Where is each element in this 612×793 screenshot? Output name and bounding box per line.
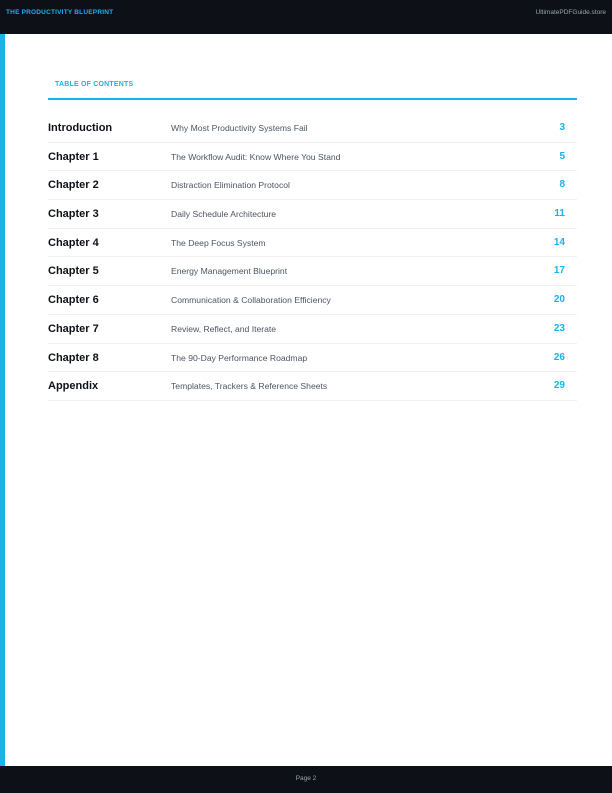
- document-brand: THE PRODUCTIVITY BLUEPRINT: [6, 9, 114, 16]
- toc-entry[interactable]: [48, 286, 577, 315]
- toc-entry-page: 11: [554, 208, 565, 220]
- toc-entry-title: Templates, Trackers & Reference Sheets: [171, 381, 328, 392]
- toc-entry-title: The 90-Day Performance Roadmap: [171, 352, 308, 363]
- toc-entry[interactable]: [48, 143, 577, 172]
- toc-entry-chapter: Chapter 4: [48, 236, 99, 249]
- toc-entry-page: 26: [553, 351, 565, 363]
- toc-entry[interactable]: [48, 229, 577, 258]
- toc-entry-title: The Workflow Audit: Know Where You Stand: [171, 151, 341, 162]
- toc-entry-chapter: Chapter 3: [48, 208, 99, 221]
- toc-entry[interactable]: [48, 257, 577, 286]
- toc-entry-chapter: Chapter 8: [48, 351, 99, 364]
- left-accent-bar: [0, 0, 5, 793]
- toc-entry-title: The Deep Focus System: [171, 237, 266, 248]
- toc-entry-chapter: Introduction: [48, 122, 113, 134]
- toc-entry[interactable]: [48, 315, 577, 344]
- toc-entry-page: 17: [553, 265, 565, 277]
- toc-heading: TABLE OF CONTENTS: [55, 81, 134, 88]
- site-name: UltimatePDFGuide.store: [535, 9, 606, 16]
- toc-entry-chapter: Chapter 5: [48, 265, 99, 278]
- toc-list: [48, 114, 577, 401]
- toc-entry-title: Review, Reflect, and Iterate: [171, 323, 277, 334]
- toc-entry[interactable]: [48, 171, 577, 200]
- toc-entry-page: 23: [553, 322, 565, 334]
- toc-entry-chapter: Chapter 6: [48, 294, 99, 307]
- toc-entry-chapter: Appendix: [48, 380, 99, 393]
- page-footer: [0, 766, 612, 793]
- toc-entry-page: 5: [559, 150, 565, 162]
- toc-entry-title: Energy Management Blueprint: [171, 266, 288, 277]
- toc-entry-title: Communication & Collaboration Efficiency: [171, 295, 331, 306]
- toc-entry-page: 20: [553, 294, 565, 306]
- toc-entry-page: 8: [559, 179, 565, 191]
- toc-entry-chapter: Chapter 7: [48, 322, 99, 335]
- toc-divider: [48, 98, 577, 100]
- toc-entry-title: Daily Schedule Architecture: [171, 209, 277, 220]
- toc-entry-title: Why Most Productivity Systems Fail: [171, 123, 308, 133]
- toc-entry[interactable]: [48, 114, 577, 143]
- toc-entry-page: 29: [553, 380, 565, 392]
- toc-entry[interactable]: [48, 372, 577, 401]
- toc-entry[interactable]: [48, 344, 577, 373]
- page-header: [0, 0, 612, 34]
- toc-entry-chapter: Chapter 1: [48, 150, 99, 163]
- page-number: Page 2: [295, 775, 317, 782]
- toc-entry-chapter: Chapter 2: [48, 179, 99, 192]
- toc-entry-title: Distraction Elimination Protocol: [171, 180, 290, 191]
- toc-entry-page: 3: [559, 122, 565, 133]
- toc-entry-page: 14: [553, 236, 565, 248]
- toc-entry[interactable]: [48, 200, 577, 229]
